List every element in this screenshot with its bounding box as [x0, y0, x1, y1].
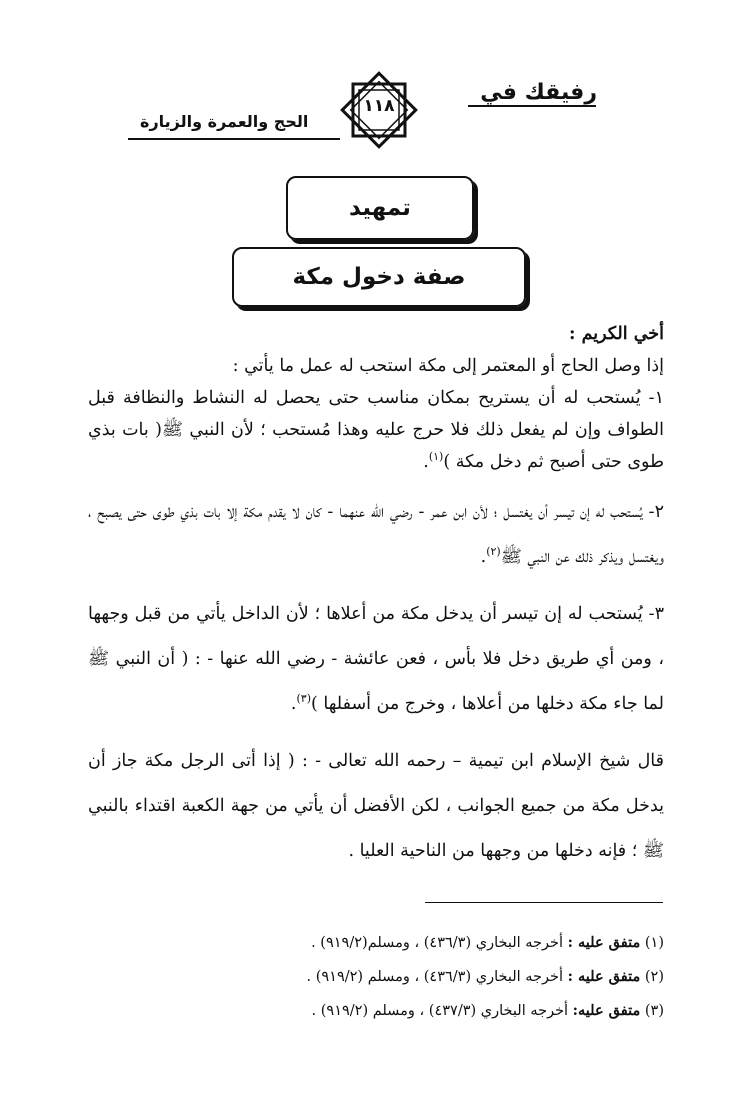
header-rule-bottom [128, 138, 340, 140]
footnote-2 [88, 960, 664, 994]
intro-paragraph: إذا وصل الحاج أو المعتمر إلى مكة استحب له عمل ما يأتي : [232, 356, 664, 376]
section-heading-box [232, 247, 526, 307]
footnote-2-label: متفق عليه : [567, 968, 641, 985]
section-heading: صفة دخول مكة [292, 264, 466, 290]
paragraph-1 [88, 382, 664, 478]
paragraph-3-text: ٣- يُستحب له إن تيسر أن يدخل مكة من أعلاها ؛ لأن الداخل يأتي من قبل وجهها ، ومن أي طريق دخل فلا بأس ، فعن عائشة - رضي الله عنها - : ( أن النبي ﷺ لما جاء مكة دخلها من أعلاها ، وخرج من أسفلها ) [88, 604, 664, 714]
paragraph-2-text: ٢- يُستحب له إن تيسر أن يغتسل ؛ لأن ابن عمر - رضي الله عنهما - كان لا يقدم مكة إلا بات بذي طوى حتى يصبح ، ويغتسل ويذكر ذلك عن النبي ﷺ [88, 502, 664, 567]
paragraph-1-end: . [423, 452, 429, 472]
greeting: أخي الكريم : [569, 324, 664, 344]
footnote-ref-2: (٢) [486, 545, 501, 559]
intro-heading: تمهيد [349, 195, 411, 221]
paragraph-3-end: . [290, 694, 297, 714]
paragraph-1-text: ١- يُستحب له أن يستريح بمكان مناسب حتى يحصل له النشاط والنظافة قبل الطواف وإن لم يفعل ذلك فلا حرج عليه وهذا مُستحب ؛ لأن النبي ﷺ( بات بذي طوى حتى أصبح ثم دخل مكة ) [88, 388, 664, 472]
footnote-3-label: متفق عليه: [572, 1002, 641, 1019]
footnotes [88, 926, 664, 1028]
body-text [88, 318, 664, 874]
footnote-ref-1: (١) [428, 450, 444, 464]
footnote-1 [88, 926, 664, 960]
book-title-left: الحج والعمرة والزيارة [140, 112, 309, 131]
paragraph-4: قال شيخ الإسلام ابن تيمية – رحمه الله تعالى - : ( إذا أتى الرجل مكة جاز أن يدخل مكة من جميع الجوانب ، لكن الأفضل أن يأتي من جهة الكعبة اقتداء بالنبي ﷺ ؛ فإنه دخلها من وجهها من الناحية العليا . [88, 751, 664, 861]
footnote-1-label: متفق عليه : [567, 934, 641, 951]
footnote-ref-3: (٣) [296, 692, 312, 706]
intro-heading-box [286, 176, 474, 240]
footnote-separator [425, 902, 663, 903]
paragraph-3 [88, 592, 664, 727]
header-rule-top [468, 105, 596, 107]
page-number-badge [337, 68, 421, 152]
book-title-right: رفيقك في [480, 80, 597, 105]
footnote-3-text: أخرجه البخاري (٤٣٧/٣) ، ومسلم (٩١٩/٢) . [311, 1003, 569, 1019]
footnote-2-text: أخرجه البخاري (٤٣٦/٣) ، ومسلم (٩١٩/٢) . [306, 969, 564, 985]
paragraph-2 [88, 490, 664, 580]
footnote-2-num: (٢) [644, 969, 664, 985]
paragraph-2-end: . [480, 547, 487, 567]
footnote-1-text: أخرجه البخاري (٤٣٦/٣) ، ومسلم(٩١٩/٢) . [311, 935, 564, 951]
footnote-3-num: (٣) [644, 1003, 664, 1019]
page-number: ١١٨ [363, 96, 395, 116]
footnote-3 [88, 994, 664, 1028]
footnote-1-num: (١) [644, 935, 664, 951]
